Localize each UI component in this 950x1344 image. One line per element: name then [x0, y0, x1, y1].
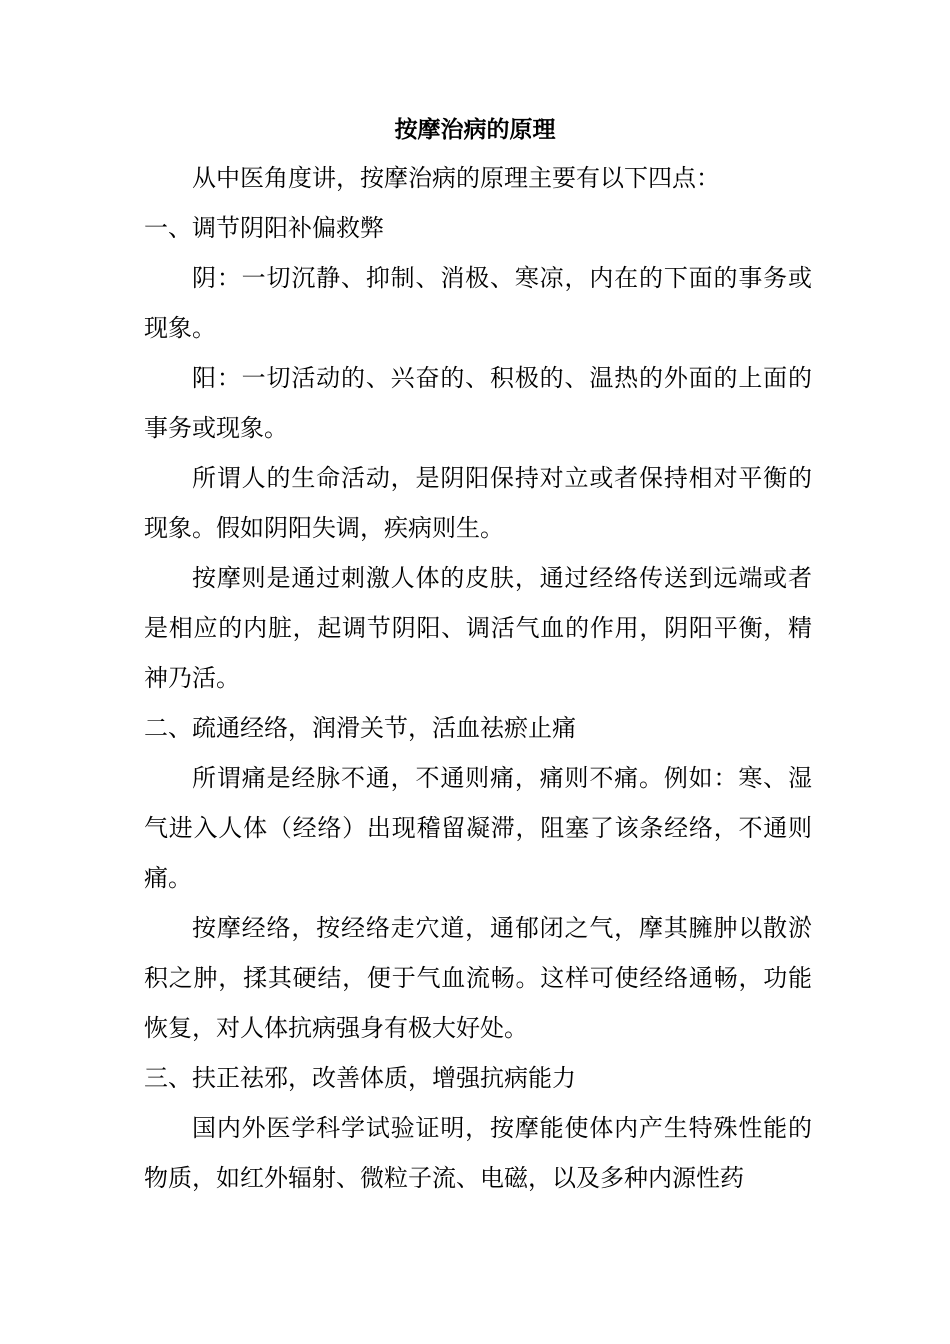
- paragraph-yang: 阳：一切活动的、兴奋的、积极的、温热的外面的上面的事务或现象。: [144, 364, 812, 442]
- paragraph-research: 国内外医学科学试验证明，按摩能使体内产生特殊性能的物质，如红外辐射、微粒子流、电磁，以及多种内源性药: [144, 1114, 812, 1192]
- paragraph-pain: 所谓痛是经脉不通，不通则痛，痛则不痛。例如：寒、湿气进入人体（经络）出现稽留凝滞，阻塞了该条经络，不通则痛。: [144, 764, 812, 892]
- paragraph-meridian-massage: 按摩经络，按经络走穴道，通郁闭之气，摩其臃肿以散淤积之肿，揉其硬结，便于气血流畅。这样可使经络通畅，功能恢复，对人体抗病强身有极大好处。: [144, 914, 812, 1042]
- section-heading-2: 二、疏通经络，润滑关节，活血祛瘀止痛: [144, 714, 576, 742]
- paragraph-massage-regulation: 按摩则是通过刺激人体的皮肤，通过经络传送到远端或者是相应的内脏，起调节阴阳、调活气血的作用，阴阳平衡，精神乃活。: [144, 564, 812, 692]
- document-body: [144, 153, 812, 1203]
- section-heading-3: 三、扶正祛邪，改善体质，增强抗病能力: [144, 1064, 576, 1092]
- paragraph-life-activity: 所谓人的生命活动，是阴阳保持对立或者保持相对平衡的现象。假如阴阳失调，疾病则生。: [144, 464, 812, 542]
- document-title: 按摩治病的原理: [394, 117, 556, 143]
- intro-paragraph: 从中医角度讲，按摩治病的原理主要有以下四点：: [192, 164, 720, 192]
- section-heading-1: 一、调节阴阳补偏救弊: [144, 214, 384, 242]
- paragraph-yin: 阴：一切沉静、抑制、消极、寒凉，内在的下面的事务或现象。: [144, 264, 812, 342]
